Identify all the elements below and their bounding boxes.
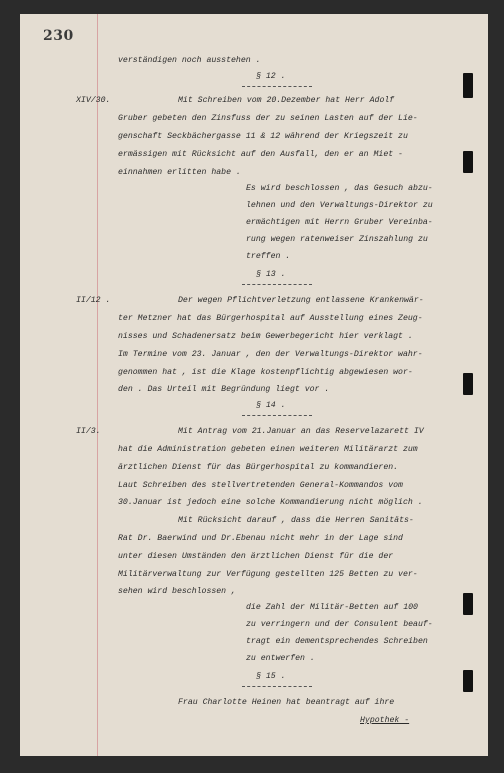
text-line: lehnen und den Verwaltungs-Direktor zu: [246, 201, 433, 210]
text-line: Der wegen Pflichtverletzung entlassene Krankenwär-: [178, 296, 424, 305]
text-line: Es wird beschlossen , das Gesuch abzu-: [246, 184, 433, 193]
catchword: Hypothek -: [360, 716, 410, 725]
text-line: Mit Schreiben vom 20.Dezember hat Herr Adolf: [178, 96, 395, 105]
margin-label-ii-12: II/12 .: [76, 296, 111, 305]
margin-label-xiv-30: XIV/30.: [76, 96, 111, 105]
text-line: zu entwerfen .: [246, 654, 315, 663]
section-heading: § 12 .: [256, 72, 286, 81]
text-line: genschaft Seckbächergasse 11 & 12 während der Kriegszeit zu: [118, 132, 408, 141]
text-line: ermässigen mit Rücksicht auf den Ausfall, den er an Miet -: [118, 150, 403, 159]
text-line: rung wegen ratenweiser Zinszahlung zu: [246, 235, 428, 244]
section-rule: [242, 415, 312, 416]
section-heading: § 13 .: [256, 270, 286, 279]
text-line: einnahmen erlitten habe .: [118, 168, 241, 177]
text-line: nisses und Schadenersatz beim Gewerbegericht hier verklagt .: [118, 332, 413, 341]
text-line: 30.Januar ist jedoch eine solche Kommandierung nicht möglich .: [118, 498, 423, 507]
index-tab: [463, 670, 473, 692]
margin-rule: [97, 14, 98, 756]
text-line: zu verringern und der Consulent beauf-: [246, 620, 433, 629]
section-heading: § 14 .: [256, 401, 286, 410]
index-tab: [463, 373, 473, 395]
text-line: unter diesen Umständen den ärztlichen Dienst für die der: [118, 552, 394, 561]
section-heading: § 15 .: [256, 672, 286, 681]
text-line: treffen .: [246, 252, 291, 261]
text-line: den . Das Urteil mit Begründung liegt vor .: [118, 385, 330, 394]
margin-label-ii-3: II/3.: [76, 427, 101, 436]
text-line: Mit Rücksicht darauf , dass die Herren Sanitäts-: [178, 516, 414, 525]
text-line: tragt ein dementsprechendes Schreiben: [246, 637, 428, 646]
text-line: Im Termine vom 23. Januar , den der Verwaltungs-Direktor wahr-: [118, 350, 423, 359]
text-line: Militärverwaltung zur Verfügung gestellten 125 Betten zu ver-: [118, 570, 418, 579]
text-line: die Zahl der Militär-Betten auf 100: [246, 603, 418, 612]
section-rule: [242, 86, 312, 87]
text-line: Rat Dr. Baerwind und Dr.Ebenau nicht mehr in der Lage sind: [118, 534, 403, 543]
text-line: hat die Administration gebeten einen weiteren Militärarzt zum: [118, 445, 418, 454]
index-tab: [463, 151, 473, 173]
section-rule: [242, 284, 312, 285]
index-tab: [463, 73, 473, 98]
text-line: verständigen noch ausstehen .: [118, 56, 261, 65]
text-line: ärztlichen Dienst für das Bürgerhospital zu kommandieren.: [118, 463, 399, 472]
text-line: ermächtigen mit Herrn Gruber Vereinba-: [246, 218, 433, 227]
text-line: genommen hat , ist die Klage kostenpflichtig abgewiesen wor-: [118, 368, 413, 377]
page-number: 230: [43, 28, 74, 44]
section-rule: [242, 686, 312, 687]
index-tab: [463, 593, 473, 615]
text-line: Mit Antrag vom 21.Januar an das Reservelazarett IV: [178, 427, 424, 436]
text-line: sehen wird beschlossen ,: [118, 587, 236, 596]
text-line: Frau Charlotte Heinen hat beantragt auf ihre: [178, 698, 395, 707]
text-line: Gruber gebeten den Zinsfuss der zu seinen Lasten auf der Lie-: [118, 114, 418, 123]
text-line: ter Metzner hat das Bürgerhospital auf Ausstellung eines Zeug-: [118, 314, 423, 323]
text-line: Laut Schreiben des stellvertretenden General-Kommandos vom: [118, 481, 403, 490]
